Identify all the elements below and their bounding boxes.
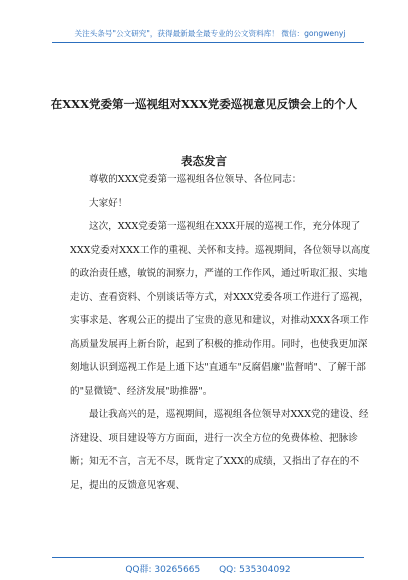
document-title-line2: 表态发言 [181,154,227,168]
qq-group-number: QQ群: 30265665 [125,565,201,575]
paragraph: 最让我高兴的是，巡视期间，巡视组各位领导对XXX党的建设、经济建设、项目建设等方方面面，进行一次全方位的免费体检、把脉诊断；知无不言，言无不尽，既肯定了XXX的成绩，又指出了存在的不足，提出的反馈意见客观、 [70,409,369,491]
top-banner: 关注头条号"公文研究"，获得最新最全最专业的公文资料库！ 微信：gongwenyj [74,29,346,38]
paragraph: 这次，XXX党委第一巡视组在XXX开展的巡视工作，充分体现了XXX党委对XXX工作的重视、关怀和支持。巡视期间，各位领导以高度的政治责任感，敏锐的洞察力，严谨的工作作风，通过听取汇报、实地走访、查看资料、个别谈话等方式，对XXX党委各项工作进行了巡视，实事求是、客观公正的提出了宝贵的意见和建议，对推动XXX各项工作高质量发展再上新台阶，起到了积极的推动作用。同时，也使我更加深刻地认识到巡视工作是上通下达"直通车"反腐倡廉"监督哨"、了解干部的"显微镜"、经济发展"助推器"。 [70,221,371,397]
document-body [70,168,370,497]
footer-divider [52,557,364,558]
banner-divider [52,42,364,43]
salutation: 尊敬的XXX党委第一巡视组各位领导、各位同志： [89,174,302,185]
qq-number: QQ: 535304092 [219,565,291,575]
greeting: 大家好！ [89,197,128,209]
document-title: 在XXX党委第一巡视组对XXX党委巡视意见反馈会上的个人 [50,97,358,111]
footer [52,562,364,575]
